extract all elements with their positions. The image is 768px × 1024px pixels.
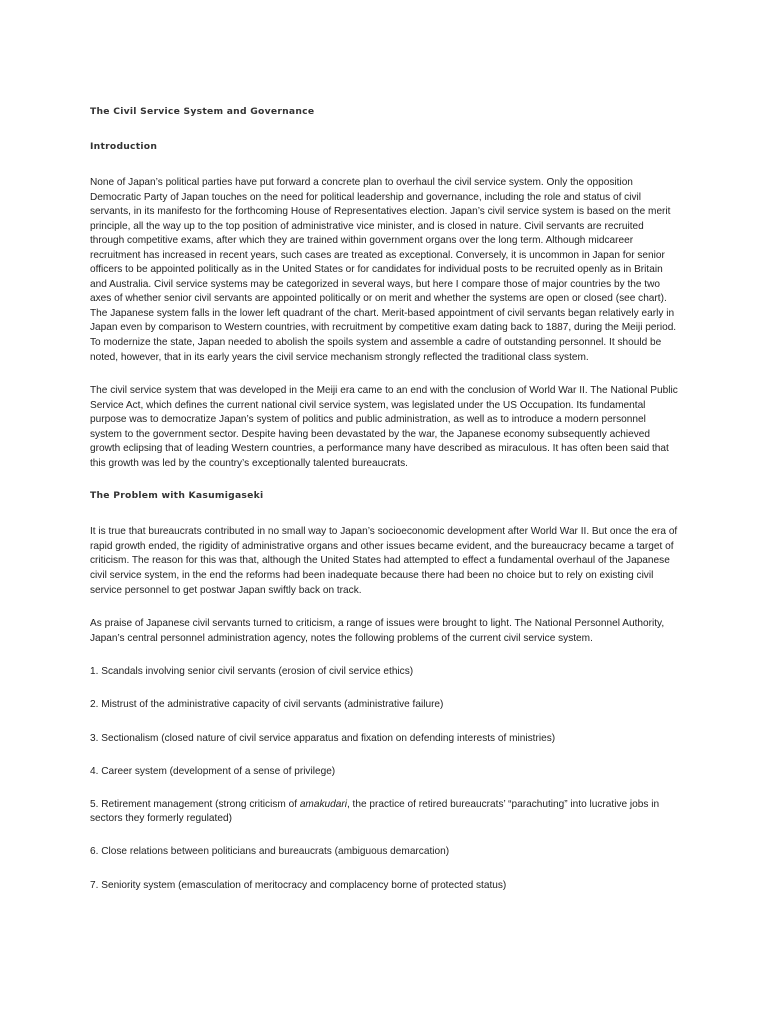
- list-item-text: 5. Retirement management (strong criticism of: [90, 798, 300, 810]
- kasumigaseki-paragraph-1: It is true that bureaucrats contributed in no small way to Japan’s socioeconomic development after World War II. But once the era of rapid growth ended, the rigidity of administrative organs and other issues became evident, and the bureaucracy became a target of criticism. The reason for this was that, although the United States had attempted to effect a fundamental overhaul of the Japanese civil service system, in the end the reforms had been inadequate because there had been no choice but to rely on existing civil service personnel to get postwar Japan swiftly back on track.: [90, 526, 678, 596]
- list-item: 4. Career system (development of a sense of privilege): [90, 765, 336, 777]
- problem-list: [90, 665, 680, 893]
- document-title: The Civil Service System and Governance: [90, 106, 315, 117]
- kasumigaseki-paragraph-2: As praise of Japanese civil servants turned to criticism, a range of issues were brought to light. The National Personnel Authority, Japan’s central personnel administration agency, notes the following problems of the current civil service system.: [90, 618, 665, 644]
- amakudari-term: amakudari: [299, 798, 347, 810]
- document-page: [90, 106, 680, 912]
- intro-paragraph-2: The civil service system that was developed in the Meiji era came to an end with the conclusion of World War II. The National Public Service Act, which defines the current national civil service system, was legislated under the US Occupation. Its fundamental purpose was to democratize Japan’s system of politics and public administration, as well as to introduce a modern personnel system to the government sector. Despite having been devastated by the war, the Japanese economy subsequently achieved growth eclipsing that of leading Western countries, a performance many have described as miraculous. It has often been said that this growth was led by the country’s exceptionally talented bureaucrats.: [90, 385, 678, 469]
- list-item: 2. Mistrust of the administrative capacity of civil servants (administrative failure): [90, 699, 444, 711]
- section-heading-kasumigaseki: The Problem with Kasumigaseki: [90, 490, 264, 502]
- list-item: [90, 798, 680, 827]
- list-item: 3. Sectionalism (closed nature of civil service apparatus and fixation on defending interests of ministries): [90, 732, 556, 744]
- section-heading-introduction: Introduction: [90, 141, 158, 152]
- intro-paragraph-1: None of Japan’s political parties have put forward a concrete plan to overhaul the civil service system. Only the opposition Democratic Party of Japan touches on the need for political leadership and governance, including the role and status of civil servants, in its manifesto for the forthcoming House of Representatives election. Japan’s civil service system is based on the merit principle, all the way up to the top position of administrative vice minister, and is closed in nature. Civil servants are recruited through competitive exams, after which they are trained within government organs over the long term. Although midcareer recruitment has increased in recent years, such cases are treated as exceptional. Conversely, it is uncommon in Japan for senior officers to be appointed politically as in the United States or for candidates for individual posts to be recruited openly as in Britain and Australia. Civil service systems may be categorized in several ways, but here I compare those of major countries by the two axes of whether senior civil servants are appointed politically or on merit and whether the systems are open or closed (see chart). The Japanese system falls in the lower left quadrant of the chart. Merit-based appointment of civil servants began relatively early in Japan even by comparison to Western countries, with recruitment by competitive exam dating back to 1887, during the Meiji period. To modernize the state, Japan needed to abolish the spoils system and assemble a cadre of outstanding personnel. It should be noted, however, that in its early years the civil service mechanism strongly reflected the traditional class system.: [90, 177, 677, 363]
- list-item: 7. Seniority system (emasculation of meritocracy and complacency borne of protected status): [90, 879, 507, 891]
- list-item-text: , the practice of retired bureaucrats’ “parachuting” into lucrative jobs in sectors they formerly regulated): [90, 798, 660, 825]
- list-item: 1. Scandals involving senior civil servants (erosion of civil service ethics): [90, 666, 414, 678]
- list-item: 6. Close relations between politicians and bureaucrats (ambiguous demarcation): [90, 846, 450, 858]
